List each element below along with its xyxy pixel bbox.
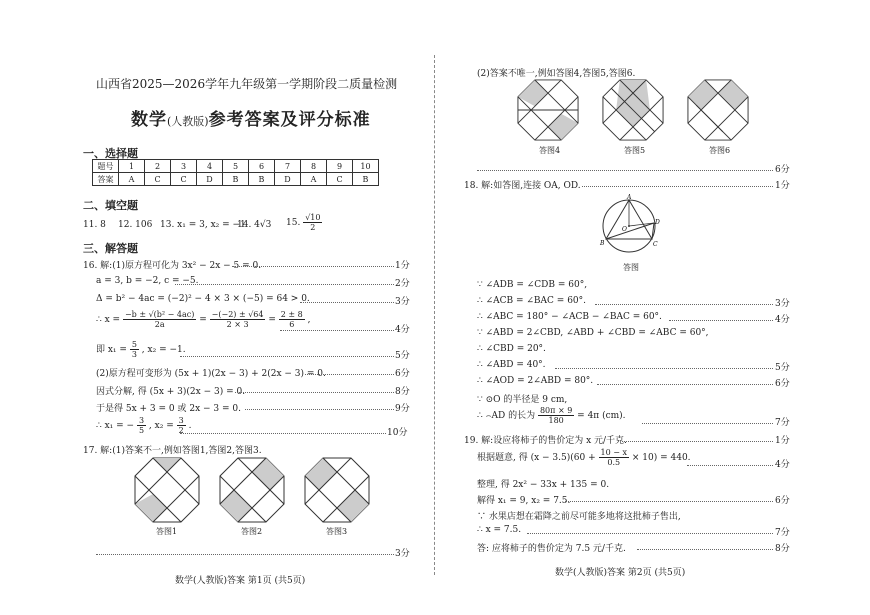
figure-caption: 答图1 (156, 527, 178, 536)
circle-triangle-figure (597, 193, 661, 257)
dot-leader (300, 302, 394, 303)
table-cell: 5 (223, 160, 249, 173)
dot-leader (477, 170, 773, 171)
octagon-figure-2 (219, 457, 285, 523)
dot-leader (642, 423, 773, 424)
fill-answer-12: 12. 106 (118, 220, 153, 230)
score-label: 4分 (775, 315, 790, 325)
table-cell: 题号 (93, 160, 119, 173)
table-cell: 4 (197, 160, 223, 173)
figure-caption: 答图5 (624, 146, 646, 155)
figure-caption: 答图 (623, 263, 639, 272)
table-cell: C (171, 173, 197, 186)
q17-line-1: 17. 解:(1)答案不一,例如答图1,答图2,答图3. (83, 446, 262, 456)
dot-leader (305, 374, 394, 375)
table-cell: C (327, 173, 353, 186)
octagon-figure-5 (602, 79, 664, 141)
score-label: 7分 (775, 528, 790, 538)
section-solution-heading: 三、解答题 (83, 242, 138, 255)
table-cell: 10 (353, 160, 379, 173)
q18-step: ∴ ∠CBD = 20°. (477, 344, 546, 354)
dot-leader (565, 501, 773, 502)
dot-leader (180, 356, 394, 357)
dot-leader (245, 409, 394, 410)
table-cell: 1 (119, 160, 145, 173)
score-label: 6分 (775, 379, 790, 389)
score-label: 8分 (395, 387, 410, 397)
table-cell: 6 (249, 160, 275, 173)
score-label: 7分 (775, 418, 790, 428)
q18-line-1: 18. 解:如答图,连接 OA, OD. (464, 181, 581, 191)
score-label: 1分 (395, 261, 410, 271)
figure-caption: 答图6 (709, 146, 731, 155)
q18-step: ∵ ⊙O 的半径是 9 cm, (477, 395, 568, 405)
dot-leader (595, 304, 773, 305)
section-fill-heading: 二、填空题 (83, 199, 138, 212)
fill-answer-14: 14. 4√3 (237, 220, 272, 230)
answer-page-2 (437, 0, 870, 615)
octagon-figure-1 (134, 457, 200, 523)
q16-line-8: 于是得 5x + 3 = 0 或 2x − 3 = 0. (96, 404, 242, 414)
point-label-d: D (655, 219, 660, 226)
dot-leader (687, 465, 773, 466)
score-label: 6分 (775, 496, 790, 506)
q19-equation: 根据题意, 得 (x − 3.5)(60 + $\frac{10 - x}{0.5}$ × 10) = 440. (477, 448, 691, 467)
figure-caption: 答图3 (326, 527, 348, 536)
dot-leader (637, 549, 773, 550)
score-label: 6分 (775, 165, 790, 175)
score-label: 5分 (775, 363, 790, 373)
dot-leader (597, 384, 773, 385)
table-row (93, 173, 379, 186)
answer-page-1 (0, 0, 432, 615)
choice-answer-table (92, 159, 379, 186)
dot-leader (527, 533, 773, 534)
dot-leader (582, 186, 773, 187)
q19-line-3: 整理, 得 2x² − 33x + 135 = 0. (477, 480, 610, 490)
section-choice-heading: 一、选择题 (83, 147, 138, 160)
q18-step: ∴ ∠AOD = 2∠ABD = 80°. (477, 376, 594, 386)
dot-leader (175, 284, 394, 285)
table-cell: 7 (275, 160, 301, 173)
dot-leader (669, 320, 773, 321)
table-cell: C (145, 173, 171, 186)
page-title: 数学(人教版)参考答案及评分标准 (131, 110, 371, 130)
q16-line-5: 即 x₁ = $\frac{5}{3}$ , x₂ = −1. (96, 340, 186, 359)
dot-leader (280, 330, 394, 331)
score-label: 3分 (775, 299, 790, 309)
table-cell: D (197, 173, 223, 186)
score-label: 4分 (395, 325, 410, 335)
dot-leader (96, 554, 394, 555)
q19-line-5: ∵ 水果店想在霜降之前尽可能多地将这批柿子售出, (477, 512, 681, 522)
table-cell: 2 (145, 160, 171, 173)
score-label: 10分 (387, 428, 408, 438)
q18-step: ∴ ∠ACB = ∠BAC = 60°. (477, 296, 587, 306)
table-cell: B (223, 173, 249, 186)
q19-line-1: 19. 解:设应将柿子的售价定为 x 元/千克. (464, 436, 627, 446)
octagon-figure-6 (687, 79, 749, 141)
page-footer: 数学(人教版)答案 第2页 (共5页) (555, 568, 686, 578)
table-cell: 答案 (93, 173, 119, 186)
fill-answer-13: 13. x₁ = 3, x₂ = −1 (160, 220, 246, 230)
score-label: 2分 (395, 279, 410, 289)
table-cell: 9 (327, 160, 353, 173)
dot-leader (555, 368, 773, 369)
table-cell: A (119, 173, 145, 186)
figure-caption: 答图4 (539, 146, 561, 155)
score-label: 4分 (775, 460, 790, 470)
q16-line-9: ∴ x₁ = − $\frac{3}{5}$ , x₂ = $\frac{3}{2}$ . (96, 416, 192, 435)
fill-answer-11: 11. 8 (83, 220, 106, 230)
q17-part2-line: (2)答案不唯一,例如答图4,答图5,答图6. (477, 69, 636, 79)
dot-leader (622, 441, 773, 442)
q18-step: ∴ ∠ABD = 40°. (477, 360, 546, 370)
score-label: 1分 (775, 181, 790, 191)
table-cell: D (275, 173, 301, 186)
score-label: 6分 (395, 369, 410, 379)
point-label-a: A (627, 194, 632, 201)
q18-arc-length: ∴ ⌢AD 的长为 $\frac{80\pi \times 9}{180}$ = 4π (cm). (477, 406, 626, 425)
table-cell: B (353, 173, 379, 186)
q16-line-7: 因式分解, 得 (5x + 3)(2x − 3) = 0. (96, 387, 246, 397)
q16-line-2: a = 3, b = −2, c = −5. (96, 276, 199, 286)
score-label: 1分 (775, 436, 790, 446)
fill-answer-15: 15. $\frac{√10}{2}$ (286, 213, 321, 232)
score-label: 3分 (395, 297, 410, 307)
exam-header: 山西省2025—2026学年九年级第一学期阶段二质量检测 (96, 77, 398, 91)
page-footer: 数学(人教版)答案 第1页 (共5页) (175, 576, 306, 586)
table-cell: 3 (171, 160, 197, 173)
score-label: 3分 (395, 549, 410, 559)
octagon-figure-3 (304, 457, 370, 523)
figure-caption: 答图2 (241, 527, 263, 536)
q18-step: ∴ ∠ABC = 180° − ∠ACB − ∠BAC = 60°. (477, 312, 662, 322)
score-label: 8分 (775, 544, 790, 554)
dot-leader (232, 266, 394, 267)
table-cell: B (249, 173, 275, 186)
point-label-c: C (653, 241, 658, 248)
dot-leader (235, 392, 394, 393)
q19-line-4: 解得 x₁ = 9, x₂ = 7.5. (477, 496, 571, 506)
table-cell: A (301, 173, 327, 186)
score-label: 5分 (395, 351, 410, 361)
q19-line-6: ∴ x = 7.5. (477, 525, 522, 535)
page-divider (434, 55, 435, 575)
q16-line-6: (2)原方程可变形为 (5x + 1)(2x − 3) + 2(2x − 3) = 0. (96, 369, 326, 379)
q16-line-3: Δ = b² − 4ac = (−2)² − 4 × 3 × (−5) = 64 > 0. (96, 294, 310, 304)
point-label-b: B (600, 240, 605, 247)
q19-line-7: 答: 应将柿子的售价定为 7.5 元/千克. (477, 544, 626, 554)
q16-line-1: 16. 解:(1)原方程可化为 3x² − 2x − 5 = 0. (83, 261, 262, 271)
table-cell: 8 (301, 160, 327, 173)
q18-step: ∵ ∠ADB = ∠CDB = 60°, (477, 280, 588, 290)
table-row (93, 160, 379, 173)
q18-step: ∵ ∠ABD = 2∠CBD, ∠ABD + ∠CBD = ∠ABC = 60°, (477, 328, 709, 338)
q16-line-4: ∴ x = $\frac{\text{−b ± √(b² − 4ac)}}{2a}$ = $\frac{-(-2) \pm √64}{2 \times 3}$ = $\frac{2 \pm 8}{6}$ , (96, 310, 311, 329)
point-label-o: O (622, 226, 627, 233)
octagon-figure-4 (517, 79, 579, 141)
score-label: 9分 (395, 404, 410, 414)
dot-leader (180, 433, 386, 434)
